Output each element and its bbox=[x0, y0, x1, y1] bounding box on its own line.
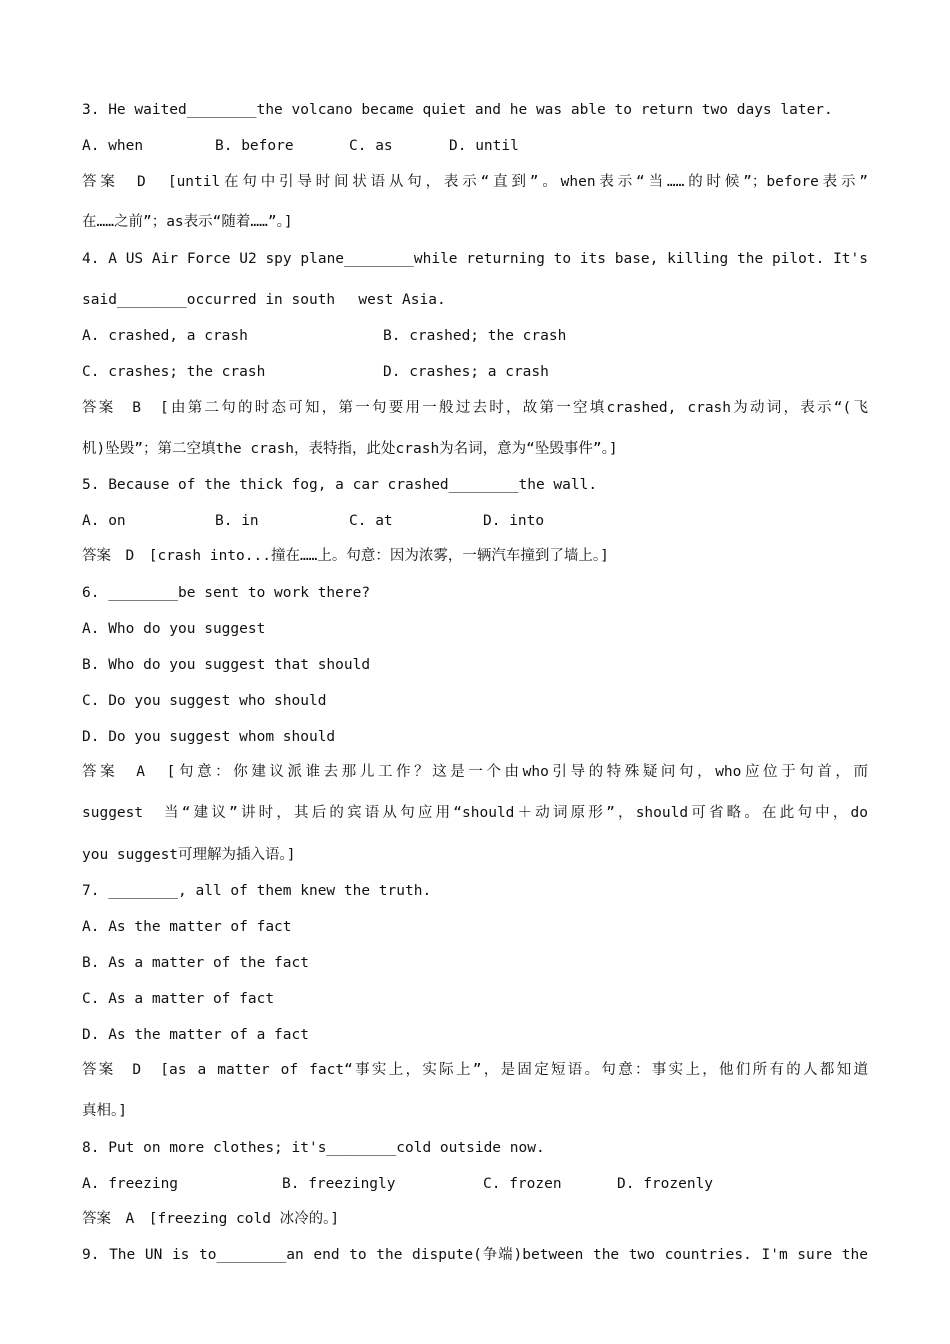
question-3-answer-line-2: 在……之前”；as表示“随着……”。] bbox=[82, 214, 293, 230]
question-3-option-c: C. as bbox=[349, 138, 393, 154]
question-6-answer-line-3: you suggest可理解为插入语。] bbox=[82, 847, 296, 863]
question-8-option-d: D. frozenly bbox=[617, 1176, 714, 1192]
question-6-option-b: B. Who do you suggest that should bbox=[82, 657, 371, 673]
question-4-answer-line-2: 机)坠毁”；第二空填the crash，表特指，此处crash为名词，意为“坠毁事件”。] bbox=[82, 441, 618, 457]
question-6-option-d: D. Do you suggest whom should bbox=[82, 729, 336, 745]
question-7-option-c: C. As a matter of fact bbox=[82, 991, 275, 1007]
question-4-stem-line-2: said________occurred in south west Asia. bbox=[82, 292, 446, 308]
question-3-answer-line-1: 答案 D [until在句中引导时间状语从句，表示“直到”。when表示“当……的时候”；before表示” bbox=[82, 174, 868, 190]
question-8-answer: 答案 A [freezing cold 冰冷的。] bbox=[82, 1211, 340, 1227]
question-8-option-a: A. freezing bbox=[82, 1176, 179, 1192]
question-3-option-a: A. when bbox=[82, 138, 144, 154]
question-7-answer-line-2: 真相。] bbox=[82, 1103, 127, 1119]
question-5-option-b: B. in bbox=[215, 513, 259, 529]
question-8-option-c: C. frozen bbox=[483, 1176, 562, 1192]
question-9-stem: 9. The UN is to________an end to the dispute(争端)between the two countries. I'm sure the bbox=[82, 1247, 868, 1263]
question-4-option-b: B. crashed; the crash bbox=[383, 328, 567, 344]
question-7-answer-line-1: 答案 D [as a matter of fact“事实上，实际上”，是固定短语。句意：事实上，他们所有的人都知道 bbox=[82, 1062, 868, 1078]
question-5-option-a: A. on bbox=[82, 513, 126, 529]
question-6-answer-line-1: 答案 A [句意：你建议派谁去那儿工作？这是一个由who引导的特殊疑问句，who应位于句首，而 bbox=[82, 764, 868, 780]
question-6-option-a: A. Who do you suggest bbox=[82, 621, 266, 637]
question-3-option-d: D. until bbox=[449, 138, 519, 154]
question-6-option-c: C. Do you suggest who should bbox=[82, 693, 327, 709]
question-7-option-b: B. As a matter of the fact bbox=[82, 955, 309, 971]
question-4-answer-line-1: 答案 B [由第二句的时态可知，第一句要用一般过去时，故第一空填crashed, crash为动词，表示“(飞 bbox=[82, 400, 868, 416]
question-5-option-c: C. at bbox=[349, 513, 393, 529]
question-5-answer: 答案 D [crash into...撞在……上。句意：因为浓雾，一辆汽车撞到了墙上。] bbox=[82, 548, 609, 564]
question-4-option-a: A. crashed, a crash bbox=[82, 328, 248, 344]
question-3-stem: 3. He waited________the volcano became quiet and he was able to return two days later. bbox=[82, 102, 833, 118]
question-8-stem: 8. Put on more clothes; it's________cold outside now. bbox=[82, 1140, 545, 1156]
question-6-stem: 6. ________be sent to work there? bbox=[82, 585, 371, 601]
question-5-option-d: D. into bbox=[483, 513, 545, 529]
question-7-option-a: A. As the matter of fact bbox=[82, 919, 292, 935]
question-4-option-c: C. crashes; the crash bbox=[82, 364, 266, 380]
question-4-stem-line-1: 4. A US Air Force U2 spy plane________while returning to its base, killing the pilot. It's bbox=[82, 251, 868, 267]
question-7-option-d: D. As the matter of a fact bbox=[82, 1027, 309, 1043]
question-6-answer-line-2: suggest 当“建议”讲时，其后的宾语从句应用“should＋动词原形”，should可省略。在此句中，do bbox=[82, 805, 868, 821]
question-4-option-d: D. crashes; a crash bbox=[383, 364, 549, 380]
question-5-stem: 5. Because of the thick fog, a car crashed________the wall. bbox=[82, 477, 598, 493]
question-7-stem: 7. ________, all of them knew the truth. bbox=[82, 883, 432, 899]
question-8-option-b: B. freezingly bbox=[282, 1176, 396, 1192]
question-3-option-b: B. before bbox=[215, 138, 294, 154]
